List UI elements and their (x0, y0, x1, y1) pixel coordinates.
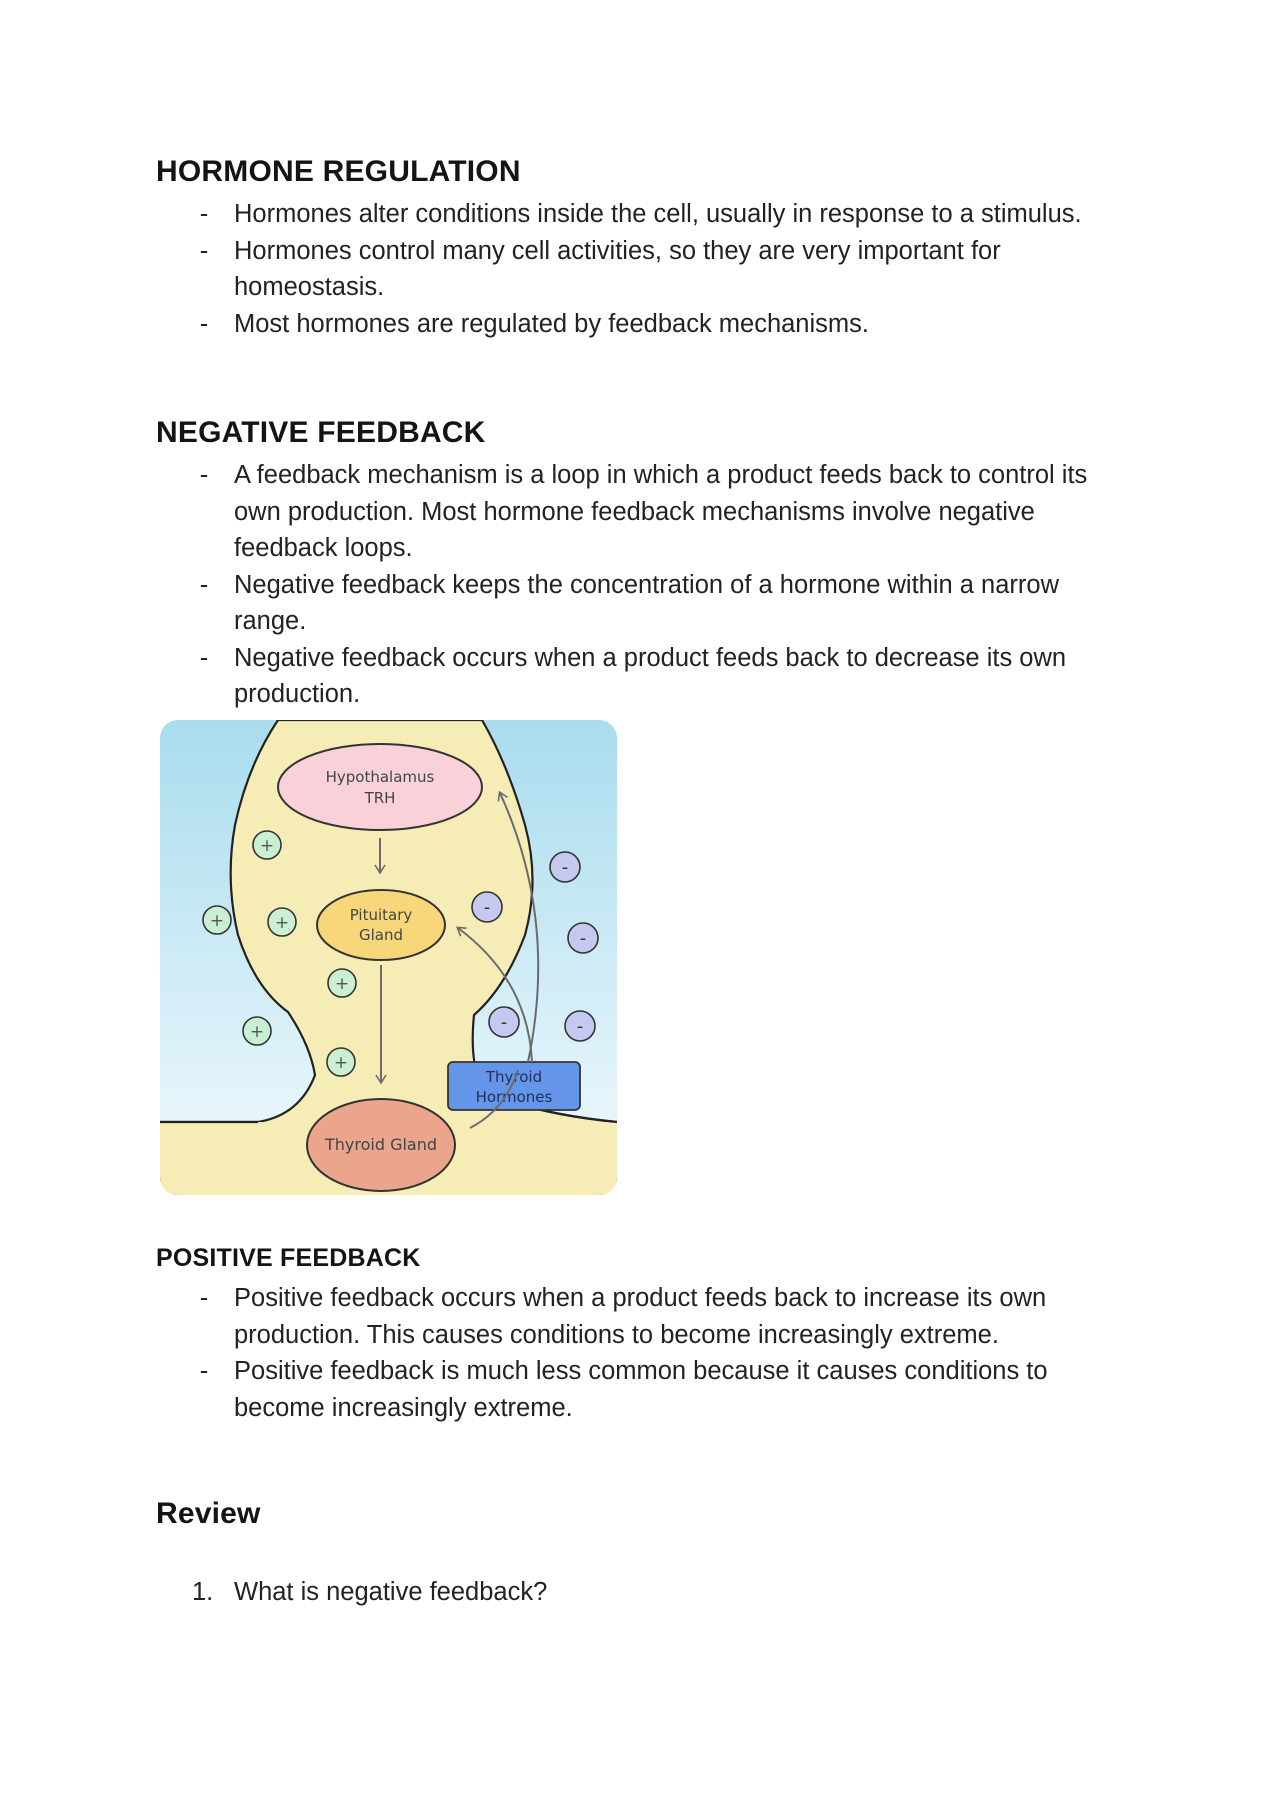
hypothalamus-node (278, 744, 482, 830)
list-item-text: Hormones alter conditions inside the cell, usually in response to a stimulus. (234, 200, 1082, 228)
list-item-text: Negative feedback occurs when a product feeds back to decrease its own production. (234, 643, 1067, 708)
bullet-marker: - (199, 1284, 209, 1312)
plus-sign (203, 906, 231, 934)
svg-text:+: + (209, 911, 225, 931)
list-item-text: Positive feedback occurs when a product feeds back to increase its own production. This causes conditions to become increasingly extreme. (234, 1284, 1047, 1349)
plus-sign (328, 969, 356, 997)
svg-text:-: - (500, 1012, 508, 1033)
minus-sign (568, 923, 598, 953)
list-item (156, 1280, 1136, 1353)
bullet-marker: - (199, 643, 209, 672)
svg-text:-: - (561, 857, 569, 878)
minus-sign (472, 892, 502, 922)
svg-text:+: + (249, 1022, 265, 1042)
plus-sign (243, 1017, 271, 1045)
bullet-marker: - (199, 570, 209, 599)
thyroid-hormones-node (448, 1062, 580, 1110)
svg-text:+: + (259, 836, 275, 856)
review-question-list (156, 1574, 1136, 1611)
svg-text:+: + (334, 974, 350, 994)
thyroid-gland-node (307, 1099, 455, 1191)
list-item-text: Hormones control many cell activities, so they are very important for homeostasis. (234, 236, 1001, 301)
minus-sign (550, 852, 580, 882)
list-item (156, 457, 1136, 567)
svg-text:-: - (576, 1016, 584, 1037)
list-item-text: A feedback mechanism is a loop in which a product feeds back to control its own production. Most hormone feedback mechanisms involve negative feedback loops. (234, 461, 1088, 562)
heading-review: Review (156, 1497, 261, 1530)
plus-sign (253, 831, 281, 859)
thyroid-gland-label: Thyroid Gland (324, 1135, 438, 1154)
heading-hormone-regulation: HORMONE REGULATION (156, 155, 521, 188)
trh-label: TRH (364, 789, 396, 807)
list-item-text: Negative feedback keeps the concentration of a hormone within a narrow range. (234, 570, 1059, 635)
thyroid-feedback-diagram (160, 720, 617, 1195)
list-item (156, 306, 1136, 343)
review-question (156, 1574, 1136, 1611)
bullet-marker: - (199, 309, 209, 338)
heading-negative-feedback: NEGATIVE FEEDBACK (156, 416, 486, 449)
pituitary-label: Pituitary (349, 906, 413, 924)
question-number: 1. (192, 1578, 214, 1606)
svg-text:+: + (333, 1053, 349, 1073)
list-item-text: Positive feedback is much less common because it causes conditions to become increasingly extreme. (234, 1357, 1048, 1422)
plus-sign (327, 1048, 355, 1076)
bullet-marker: - (199, 461, 209, 489)
negative-feedback-list (156, 457, 1136, 713)
heading-positive-feedback: POSITIVE FEEDBACK (156, 1244, 421, 1272)
svg-text:-: - (483, 897, 491, 918)
question-text: What is negative feedback? (234, 1578, 548, 1606)
list-item (156, 567, 1136, 640)
list-item (156, 640, 1136, 713)
svg-text:+: + (274, 913, 290, 933)
list-item (156, 1353, 1136, 1426)
list-item (156, 196, 1136, 233)
list-item (156, 233, 1136, 306)
pituitary-node (317, 890, 445, 960)
thyroid-label: Thyroid (485, 1068, 543, 1086)
gland-label: Gland (358, 926, 404, 944)
minus-sign (489, 1007, 519, 1037)
hormone-regulation-list (156, 196, 1136, 342)
minus-sign (565, 1011, 595, 1041)
hypothalamus-label: Hypothalamus (325, 768, 435, 786)
bullet-marker: - (199, 1357, 209, 1385)
bullet-marker: - (199, 236, 209, 265)
bullet-marker: - (199, 200, 209, 228)
diagram-svg (160, 720, 617, 1195)
list-item-text: Most hormones are regulated by feedback mechanisms. (234, 309, 869, 338)
hormones-label: Hormones (475, 1088, 553, 1106)
svg-text:-: - (579, 928, 587, 949)
positive-feedback-list (156, 1280, 1136, 1426)
plus-sign (268, 908, 296, 936)
